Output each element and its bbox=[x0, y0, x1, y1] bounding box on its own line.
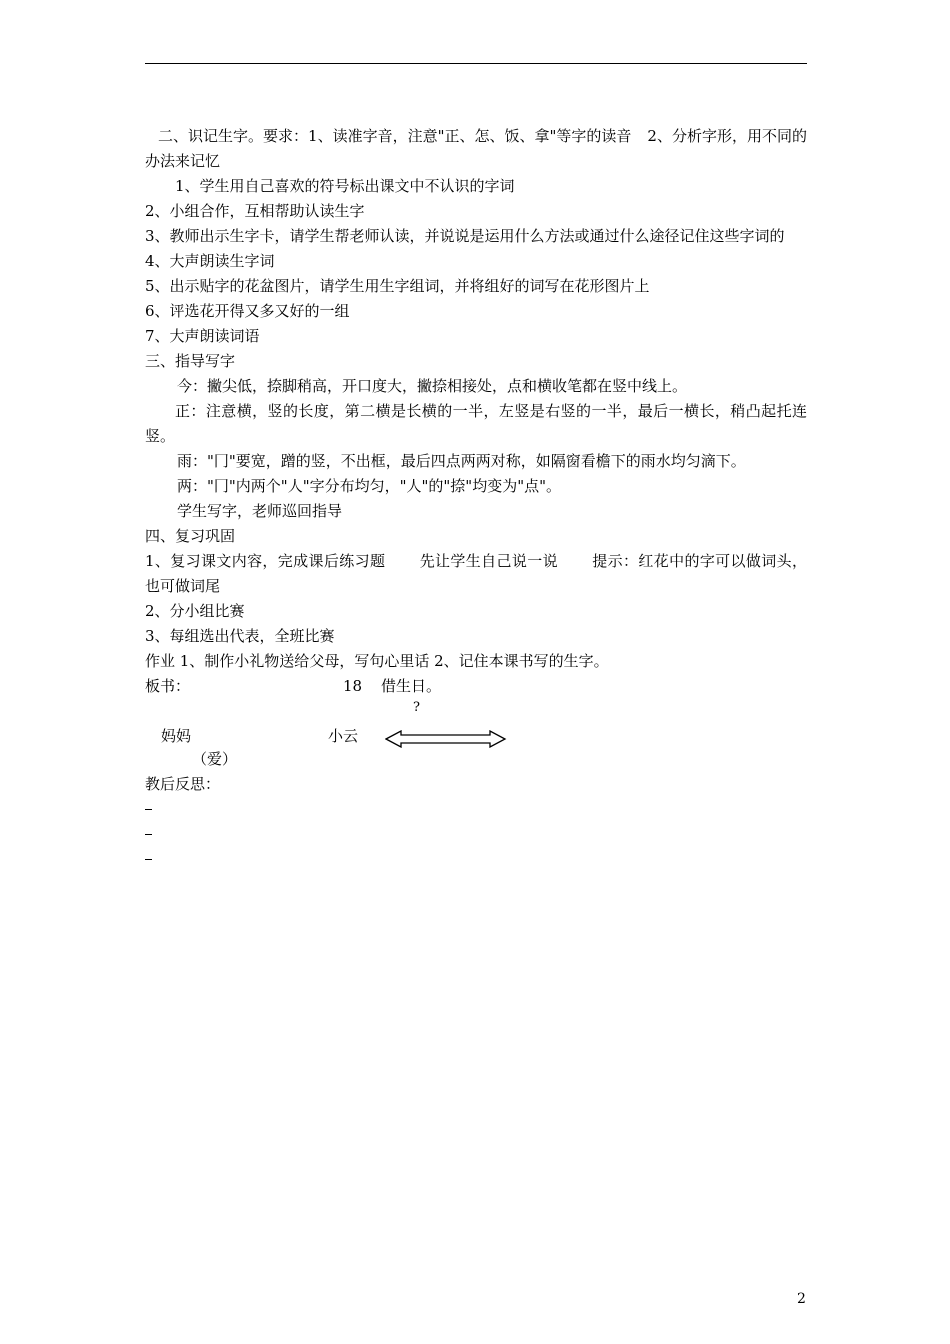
blank-line bbox=[145, 847, 807, 872]
list-item: 5、出示贴字的花盆图片，请学生用生字组词，并将组好的词写在花形图片上 bbox=[145, 277, 650, 295]
blank-line bbox=[145, 822, 807, 847]
section-3-heading: 三、指导写字 bbox=[145, 352, 236, 370]
stroke-note: 正：注意横，竖的长度，第二横是长横的一半，左竖是右竖的一半，最后一横长，稍凸起托连竖。 bbox=[145, 402, 807, 445]
text-l1b: 2、分析字形，用不同的办法来记忆 bbox=[145, 127, 807, 170]
text-l1: 二、识记生字。要求：1、读准字音，注意"正、怎、饭、拿"等字的读音 bbox=[158, 127, 632, 145]
board-love: （爱） bbox=[192, 750, 238, 768]
section-4-heading: 四、复习巩固 bbox=[145, 527, 236, 545]
board-title: 借生日。 bbox=[381, 677, 442, 695]
list-item: 2、分小组比赛 bbox=[145, 602, 245, 620]
list-item: 3、教师出示生字卡，请学生帮老师认读，并说说是运用什么方法或通过什么途径记住这些字词的 bbox=[145, 227, 785, 245]
board-label: 板书： bbox=[145, 677, 191, 695]
document-body bbox=[145, 124, 807, 872]
list-item: 4、大声朗读生字词 bbox=[145, 252, 275, 270]
stroke-note: 今：撇尖低，捺脚稍高，开口度大，撇捺相接处，点和横收笔都在竖中线上。 bbox=[177, 377, 688, 395]
list-item: 3、每组选出代表，全班比赛 bbox=[145, 627, 335, 645]
list-item: 2、小组合作，互相帮助认读生字 bbox=[145, 202, 365, 220]
text-l16a: 1、复习课文内容，完成课后练习题 bbox=[145, 552, 386, 570]
header-rule bbox=[145, 63, 807, 64]
list-item: 7、大声朗读词语 bbox=[145, 327, 260, 345]
stroke-note: 学生写字，老师巡回指导 bbox=[177, 502, 343, 520]
list-item: 1、学生用自己喜欢的符号标出课文中不认识的字词 bbox=[175, 177, 515, 195]
blank-line bbox=[145, 797, 807, 822]
text-l16b: 先让学生自己说一说 bbox=[419, 552, 558, 570]
section-2-heading bbox=[145, 124, 807, 174]
blackboard-plan bbox=[145, 674, 807, 749]
list-item bbox=[145, 549, 807, 599]
homework: 作业 1、制作小礼物送给父母，写句心里话 2、记住本课书写的生字。 bbox=[145, 652, 609, 670]
board-right: 小云 bbox=[328, 727, 359, 745]
board-question: ? bbox=[413, 700, 420, 715]
stroke-note: 雨："冂"要宽，蹭的竖，不出框，最后四点两两对称，如隔窗看檐下的雨水均匀滴下。 bbox=[177, 452, 746, 470]
double-arrow-icon bbox=[385, 730, 507, 748]
board-number: 18 bbox=[343, 677, 363, 695]
stroke-note: 两："冂"内两个"人"字分布均匀，"人"的"捺"均变为"点"。 bbox=[177, 477, 561, 495]
reflection-label: 教后反思： bbox=[145, 775, 221, 793]
page-number: 2 bbox=[797, 1291, 806, 1307]
list-item: 6、评选花开得又多又好的一组 bbox=[145, 302, 350, 320]
text-l16c: 提示：红花中的字可以做词头，也可做词尾 bbox=[145, 552, 807, 595]
board-left: 妈妈 bbox=[161, 727, 192, 745]
